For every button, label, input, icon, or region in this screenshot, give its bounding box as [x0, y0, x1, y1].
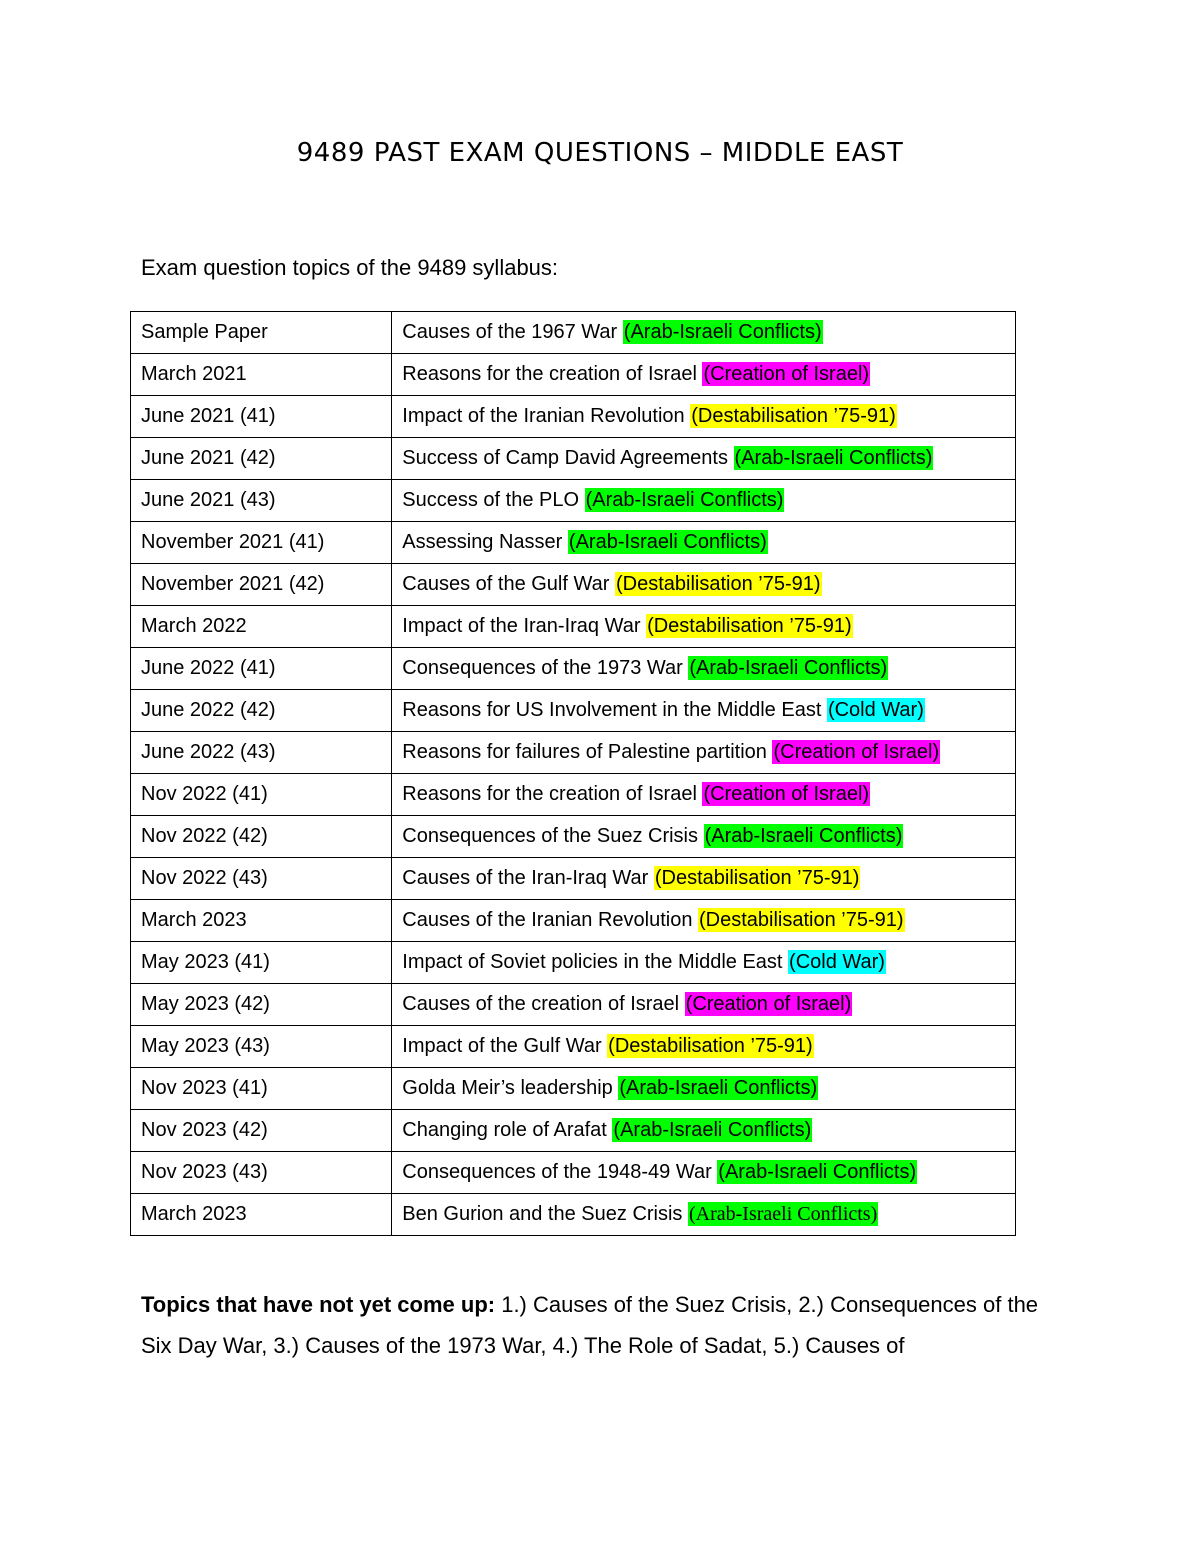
topic-category-tag: (Arab-Israeli Conflicts) — [568, 531, 767, 553]
table-row — [131, 816, 1016, 858]
exam-paper-cell: May 2023 (42) — [131, 984, 392, 1026]
topic-text: Success of Camp David Agreements — [402, 447, 734, 469]
exam-topic-cell — [392, 774, 1016, 816]
exam-paper-cell: Nov 2023 (42) — [131, 1110, 392, 1152]
topic-category-tag: (Cold War) — [789, 951, 885, 973]
exam-topic-cell — [392, 690, 1016, 732]
exam-paper-cell: May 2023 (43) — [131, 1026, 392, 1068]
topic-category-tag: (Creation of Israel) — [703, 783, 870, 805]
topic-text: Success of the PLO — [402, 489, 585, 511]
topic-text: Consequences of the Suez Crisis — [402, 825, 704, 847]
exam-topic-cell — [392, 648, 1016, 690]
exam-paper-cell: Nov 2022 (41) — [131, 774, 392, 816]
exam-paper-cell: May 2023 (41) — [131, 942, 392, 984]
exam-paper-cell: November 2021 (41) — [131, 522, 392, 564]
topic-category-tag: (Destabilisation ’75-91) — [615, 573, 821, 595]
topic-category-tag: (Destabilisation ’75-91) — [654, 867, 860, 889]
exam-paper-cell: June 2022 (43) — [131, 732, 392, 774]
exam-topic-cell — [392, 1152, 1016, 1194]
exam-topic-cell — [392, 1110, 1016, 1152]
topic-category-tag: (Cold War) — [827, 699, 924, 721]
topic-category-tag: (Arab-Israeli Conflicts) — [688, 1203, 878, 1225]
topic-text: Causes of the Iranian Revolution — [402, 909, 699, 931]
table-row — [131, 900, 1016, 942]
topic-text: Causes of the Gulf War — [402, 573, 615, 595]
exam-paper-cell: March 2023 — [131, 900, 392, 942]
table-row — [131, 774, 1016, 816]
exam-topic-cell — [392, 858, 1016, 900]
topic-text: Changing role of Arafat — [402, 1119, 613, 1141]
exam-paper-cell: June 2021 (42) — [131, 438, 392, 480]
table-row — [131, 564, 1016, 606]
exam-paper-cell: June 2022 (41) — [131, 648, 392, 690]
exam-topic-cell — [392, 312, 1016, 354]
topic-category-tag: (Arab-Israeli Conflicts) — [623, 321, 822, 343]
topic-category-tag: (Arab-Israeli Conflicts) — [619, 1077, 818, 1099]
topic-category-tag: (Destabilisation ’75-91) — [691, 405, 896, 427]
topic-text: Consequences of the 1973 War — [402, 657, 689, 679]
exam-topics-body — [131, 312, 1016, 1236]
topic-text: Golda Meir’s leadership — [402, 1077, 619, 1099]
topic-text: Causes of the creation of Israel — [402, 993, 685, 1015]
exam-topics-table — [130, 311, 1016, 1236]
topic-category-tag: (Arab-Israeli Conflicts) — [613, 1119, 812, 1141]
table-row — [131, 396, 1016, 438]
exam-topic-cell — [392, 984, 1016, 1026]
exam-paper-cell: June 2021 (43) — [131, 480, 392, 522]
topic-text: Impact of the Iran-Iraq War — [402, 615, 647, 637]
topic-category-tag: (Arab-Israeli Conflicts) — [718, 1161, 917, 1183]
table-row — [131, 1026, 1016, 1068]
topic-text: Reasons for US Involvement in the Middle East — [402, 699, 827, 721]
intro-text: Exam question topics of the 9489 syllabus: — [141, 255, 559, 280]
exam-topic-cell — [392, 480, 1016, 522]
table-row — [131, 1152, 1016, 1194]
exam-paper-cell: Nov 2022 (43) — [131, 858, 392, 900]
topic-text: Assessing Nasser — [402, 531, 568, 553]
table-row — [131, 732, 1016, 774]
table-row — [131, 858, 1016, 900]
exam-topic-cell — [392, 1026, 1016, 1068]
exam-topic-cell — [392, 1068, 1016, 1110]
topic-text: Reasons for the creation of Israel — [402, 783, 703, 805]
exam-topic-cell — [392, 396, 1016, 438]
topic-category-tag: (Arab-Israeli Conflicts) — [704, 825, 903, 847]
table-row — [131, 522, 1016, 564]
exam-paper-cell: Nov 2023 (43) — [131, 1152, 392, 1194]
table-row — [131, 438, 1016, 480]
table-row — [131, 1194, 1016, 1236]
exam-paper-cell: June 2022 (42) — [131, 690, 392, 732]
exam-topic-cell — [392, 732, 1016, 774]
exam-topic-cell — [392, 564, 1016, 606]
table-row — [131, 480, 1016, 522]
topic-category-tag: (Destabilisation ’75-91) — [699, 909, 904, 931]
exam-paper-cell: March 2023 — [131, 1194, 392, 1236]
topic-text: Causes of the 1967 War — [402, 321, 623, 343]
exam-topic-cell — [392, 606, 1016, 648]
topic-category-tag: (Destabilisation ’75-91) — [608, 1035, 813, 1057]
topic-category-tag: (Creation of Israel) — [773, 741, 940, 763]
untested-topics-paragraph — [141, 1284, 1051, 1366]
topic-text: Reasons for the creation of Israel — [402, 363, 703, 385]
exam-topic-cell — [392, 438, 1016, 480]
exam-topic-cell — [392, 816, 1016, 858]
exam-paper-cell: Nov 2023 (41) — [131, 1068, 392, 1110]
untested-topics-label: Topics that have not yet come up: — [141, 1292, 496, 1317]
topic-text: Impact of the Gulf War — [402, 1035, 608, 1057]
topic-category-tag: (Arab-Israeli Conflicts) — [734, 447, 933, 469]
exam-paper-cell: Sample Paper — [131, 312, 392, 354]
table-row — [131, 648, 1016, 690]
document-title: 9489 PAST EXAM QUESTIONS – MIDDLE EAST — [296, 138, 904, 168]
exam-paper-cell: Nov 2022 (42) — [131, 816, 392, 858]
table-row — [131, 312, 1016, 354]
topic-text: Reasons for failures of Palestine partition — [402, 741, 773, 763]
table-row — [131, 690, 1016, 732]
exam-topic-cell — [392, 942, 1016, 984]
topic-category-tag: (Destabilisation ’75-91) — [647, 615, 852, 637]
untested-topics-list: 1.) Causes of the Suez Crisis, 2.) Consequences of the Six Day War, 3.) Causes of the 1973 War, 4.) The Role of Sadat, 5.) Causes of — [141, 1292, 1039, 1358]
topic-text: Ben Gurion and the Suez Crisis — [402, 1203, 688, 1225]
table-row — [131, 984, 1016, 1026]
table-row — [131, 1110, 1016, 1152]
topic-category-tag: (Arab-Israeli Conflicts) — [689, 657, 888, 679]
topic-text: Consequences of the 1948-49 War — [402, 1161, 718, 1183]
exam-topic-cell — [392, 522, 1016, 564]
table-row — [131, 1068, 1016, 1110]
exam-paper-cell: June 2021 (41) — [131, 396, 392, 438]
topic-text: Impact of the Iranian Revolution — [402, 405, 691, 427]
exam-paper-cell: November 2021 (42) — [131, 564, 392, 606]
exam-topic-cell — [392, 1194, 1016, 1236]
topic-category-tag: (Arab-Israeli Conflicts) — [585, 489, 784, 511]
exam-paper-cell: March 2022 — [131, 606, 392, 648]
topic-text: Causes of the Iran-Iraq War — [402, 867, 654, 889]
exam-topic-cell — [392, 354, 1016, 396]
exam-topic-cell — [392, 900, 1016, 942]
table-row — [131, 942, 1016, 984]
table-row — [131, 606, 1016, 648]
topic-category-tag: (Creation of Israel) — [685, 993, 852, 1015]
topic-category-tag: (Creation of Israel) — [703, 363, 870, 385]
topic-text: Impact of Soviet policies in the Middle East — [402, 951, 789, 973]
table-row — [131, 354, 1016, 396]
exam-paper-cell: March 2021 — [131, 354, 392, 396]
